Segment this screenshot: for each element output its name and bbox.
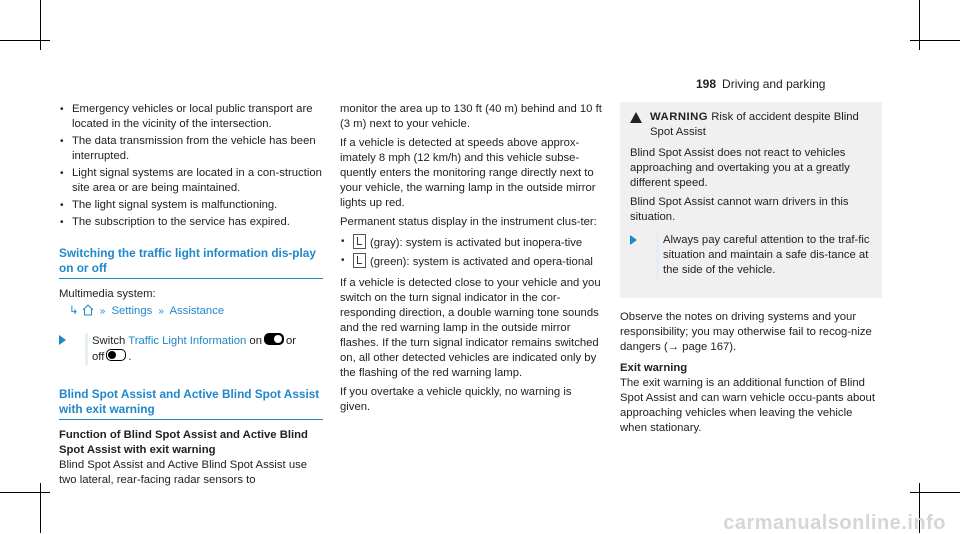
home-icon [82,304,94,316]
crop-mark [910,492,960,493]
path-arrow-icon: ↳ [69,305,79,317]
list-item: • (gray): system is activated but inopera-tive [340,234,602,251]
warning-title: WARNING Risk of accident despite Blind Spot Assist [650,111,859,138]
paragraph: If a vehicle is detected at speeds above approx-imately 8 mph (12 km/h) and this vehicle subse-quently enters the monitoring range directly next to your vehicle, the warning lamp in the outside mirror lights up red. [340,137,596,209]
crop-mark [0,40,50,41]
menu-path [59,304,323,319]
action-arrow-icon [630,235,637,245]
crop-mark [40,483,41,533]
chevron-right-icon: » [158,306,164,317]
blind-spot-lamp-icon [353,253,366,268]
crop-mark [40,0,41,50]
warning-text: Blind Spot Assist does not react to vehicles approaching and overtaking you at a greatly different speed. [630,147,850,189]
list-item: • The subscription to the service has expired. [59,215,323,230]
paragraph: Blind Spot Assist and Active Blind Spot Assist use two lateral, rear-facing radar sensors to [59,459,308,486]
page-header [696,77,825,92]
paragraph: If you overtake a vehicle quickly, no warning is given. [340,386,572,413]
sub-heading-exit-warning: Exit warning [620,362,688,374]
warning-text: Blind Spot Assist cannot warn drivers in this situation. [630,196,849,223]
column-right [620,102,882,440]
crop-mark [919,0,920,50]
list-item: • Emergency vehicles or local public transport are located in the vicinity of the intersection. [59,102,323,132]
paragraph: monitor the area up to 130 ft (40 m) behind and 10 ft (3 m) next to your vehicle. [340,103,602,130]
watermark: carmanualsonline.info [723,512,946,534]
traffic-light-info-link: Traffic Light Information [128,335,247,347]
list-item: • The data transmission from the vehicle has been interrupted. [59,134,323,164]
status-list [340,234,602,270]
instruction-step: Switch Traffic Light Information on or off . [59,333,323,365]
menu-label: Multimedia system: [59,288,156,300]
list-item: • (green): system is activated and opera-tional [340,253,602,270]
page-number: 198 [696,77,717,91]
section-title: Driving and parking [722,77,826,91]
instruction-step: Always pay careful attention to the traf-fic situation and maintain a safe dis-tance at the side of the vehicle. [630,233,872,278]
sub-heading: Function of Blind Spot Assist and Active Blind Spot Assist with exit warning [59,429,308,456]
toggle-off-icon [106,349,126,361]
toggle-on-icon [264,333,284,345]
path-assistance: Assistance [169,305,225,317]
column-left [59,102,323,492]
section-heading-blind-spot: Blind Spot Assist and Active Blind Spot Assist with exit warning [59,387,323,420]
column-middle [340,102,602,419]
warning-triangle-icon [630,112,642,123]
list-item: • Light signal systems are located in a con-struction site area or are being maintained. [59,166,323,196]
condition-list [59,102,323,230]
paragraph: Observe the notes on driving systems and your responsibility; you may otherwise fail to recog-nize dangers (→ page 167). [620,311,872,353]
section-heading-traffic-light: Switching the traffic light information dis-play on or off [59,246,323,279]
paragraph: If a vehicle is detected close to your vehicle and you switch on the turn signal indicator in the cor-responding direction, a double warning tone sounds and the red warning lamp in the outside mirror flashes. If the turn signal indicator remains switched on, all other detected vehicles are indicated only by the flashing of the red warning lamp. [340,277,601,379]
crop-mark [0,492,50,493]
list-item: • The light signal system is malfunctioning. [59,198,323,213]
paragraph: Permanent status display in the instrument clus-ter: [340,216,597,228]
path-settings: Settings [111,305,153,317]
action-arrow-icon [59,335,66,345]
chevron-right-icon: » [99,306,106,317]
warning-box [620,102,882,298]
crop-mark [910,40,960,41]
blind-spot-lamp-icon [353,234,366,249]
paragraph: The exit warning is an additional function of Blind Spot Assist and can warn vehicle occu-pants about approaching vehicles when leaving the vehicle when stationary. [620,377,875,434]
